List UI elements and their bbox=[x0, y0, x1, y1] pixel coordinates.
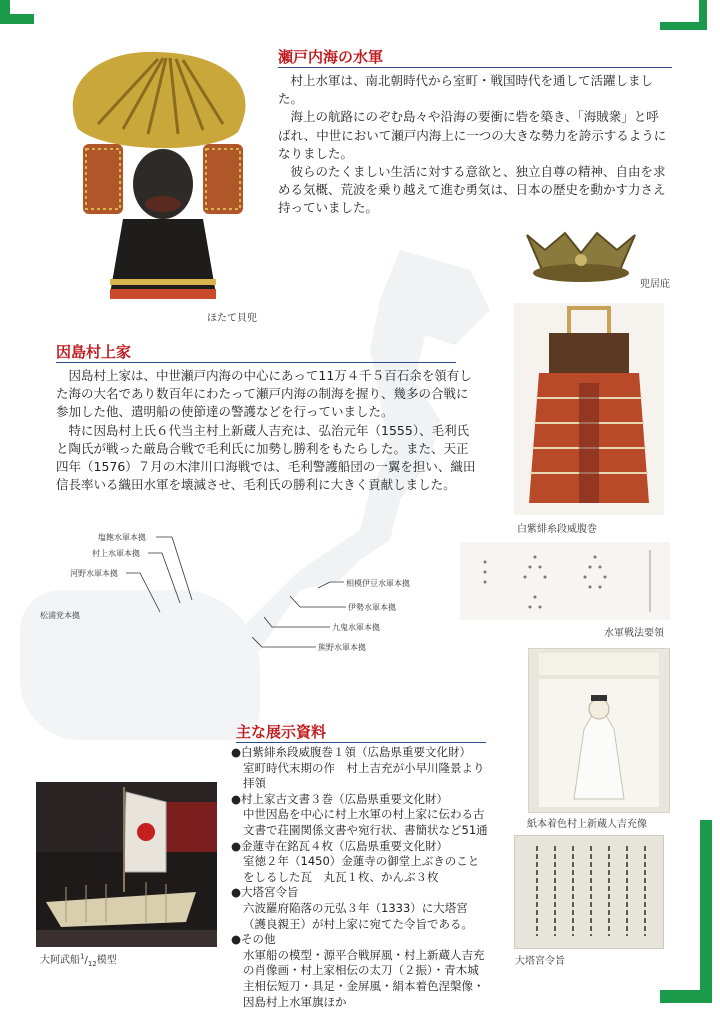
exhibit-item-detail: 室徳２年（1450）金蓮寺の御堂上ぶきのことをしるした瓦 丸瓦１枚、かんぶ３枚 bbox=[243, 854, 480, 884]
section-title-innoshima: 因島村上家 bbox=[56, 343, 132, 361]
portrait-photo bbox=[528, 648, 670, 813]
paragraph: 因島村上家は、中世瀬戸内海の中心にあって11万４千５百石余を領有した海の大名であり数百年にわたって瀬戸内海の制海を握り、幾多の合戦に参加した他、遣明船の使節達の警護などを行っていました。 bbox=[56, 368, 472, 420]
paragraph: 彼らのたくましい生活に対する意欲と、独立自尊の精神、自由を求める気概、荒波を乗り越えて進む勇気は、日本の歴史を動かす力さえ持っていました。 bbox=[278, 164, 666, 216]
section-title-exhibits: 主な展示資料 bbox=[236, 723, 327, 741]
paragraph: 村上水軍は、南北朝時代から室町・戦国時代を通して活躍しました。 bbox=[278, 73, 654, 107]
map-label-murakami: 村上水軍本拠 bbox=[92, 549, 140, 558]
ship-model-photo bbox=[36, 782, 217, 947]
exhibit-item-detail: 六波羅府陥落の元弘３年（1333）に大塔宮（護良親王）が村上家に宛てた令旨である。 bbox=[243, 900, 473, 931]
exhibit-item bbox=[231, 745, 489, 792]
ryoji-illustration bbox=[515, 836, 663, 948]
ship-model-illustration bbox=[36, 782, 217, 947]
corner-accent-bottom-right-h bbox=[660, 990, 712, 1003]
map-label-shiwaku: 塩飽水軍本拠 bbox=[98, 533, 146, 542]
caption-portrait: 紙本着色村上新蔵人吉充像 bbox=[527, 819, 647, 830]
exhibit-item-title: ●その他 bbox=[231, 932, 276, 947]
caption-ship: 大阿武船$^1/_{12}$模型 bbox=[40, 952, 117, 968]
section-title-suigun: 瀬戸内海の水軍 bbox=[278, 48, 384, 66]
exhibit-list bbox=[231, 745, 489, 1010]
section-rule-exhibits bbox=[236, 742, 486, 743]
map-label-ise: 伊勢水軍本拠 bbox=[348, 603, 396, 612]
exhibit-item-detail: 水軍船の模型・源平合戦屏風・村上新蔵人吉充の肖像画・村上家相伝の太刀（２振）・青木城主相伝短刀・具足・金屏風・絹本着色涅槃像・因島村上水軍旗ほか bbox=[243, 947, 485, 1009]
map-label-kono: 河野水軍本拠 bbox=[70, 569, 118, 578]
exhibit-item bbox=[231, 885, 489, 932]
exhibit-item-detail: 中世因島を中心に村上水軍の村上家に伝わる古文書で荘園関係文書や宛行状、書簡状など51通 bbox=[243, 807, 488, 837]
exhibit-item bbox=[231, 839, 489, 886]
exhibit-item-title: ●白紫緋糸段威腹巻１領（広島県重要文化財） bbox=[231, 745, 472, 759]
map-label-kumano: 熊野水軍本拠 bbox=[318, 643, 366, 652]
caption-haramaki: 白紫緋糸段威腹巻 bbox=[517, 524, 597, 535]
exhibit-item-title: ●村上家古文書３巻（広島県重要文化財） bbox=[231, 791, 449, 806]
caption-kabutoza: 兜居庇 bbox=[640, 279, 670, 290]
portrait-illustration bbox=[529, 649, 669, 812]
ship-scale-denominator: 12 bbox=[87, 960, 97, 968]
exhibit-item bbox=[231, 792, 489, 839]
map-label-sagami: 相模伊豆水軍本拠 bbox=[346, 579, 410, 588]
corner-accent-bottom-right bbox=[700, 820, 712, 1003]
exhibit-item-title: ●大塔宮令旨 bbox=[231, 885, 299, 900]
caption-ship-name: 大阿武船 bbox=[40, 955, 80, 966]
paragraph: 海上の航路にのぞむ島々や沿海の要衝に砦を築き、「海賊衆」と呼ばれ、中世において瀬戸内海上に一つの大きな勢力を誇示するようになりました。 bbox=[278, 109, 667, 161]
ryoji-photo bbox=[514, 835, 664, 949]
ship-scale-numerator: 1 bbox=[80, 952, 85, 961]
exhibit-item-title: ●金蓮寺在銘瓦４枚（広島県重要文化財） bbox=[231, 838, 449, 853]
exhibit-item-detail: 室町時代末期の作 村上吉充が小早川隆景より拝領 bbox=[243, 760, 485, 791]
caption-senpo: 水軍戦法要領 bbox=[604, 628, 664, 639]
caption-ryoji: 大塔宮令旨 bbox=[515, 956, 565, 967]
ship-scale-suffix: 模型 bbox=[96, 955, 117, 966]
caption-kabuto: ほたて貝兜 bbox=[207, 313, 257, 324]
exhibit-item bbox=[231, 932, 489, 1010]
map-label-kuki: 九鬼水軍本拠 bbox=[332, 623, 380, 632]
paragraph: 特に因島村上氏６代当主村上新蔵人吉充は、弘治元年（1555）、毛利氏と陶氏が戦った厳島合戦で毛利氏に加勢し勝利をもたらした。また、天正四年（1576）７月の木津川口海戦では、毛利警護船団の一翼を担い、織田信長率いる織田水軍を壊滅させ、毛利氏の勝利に大きく貢献しました。 bbox=[56, 422, 476, 493]
map-label-matsura: 松浦党本拠 bbox=[40, 611, 80, 620]
